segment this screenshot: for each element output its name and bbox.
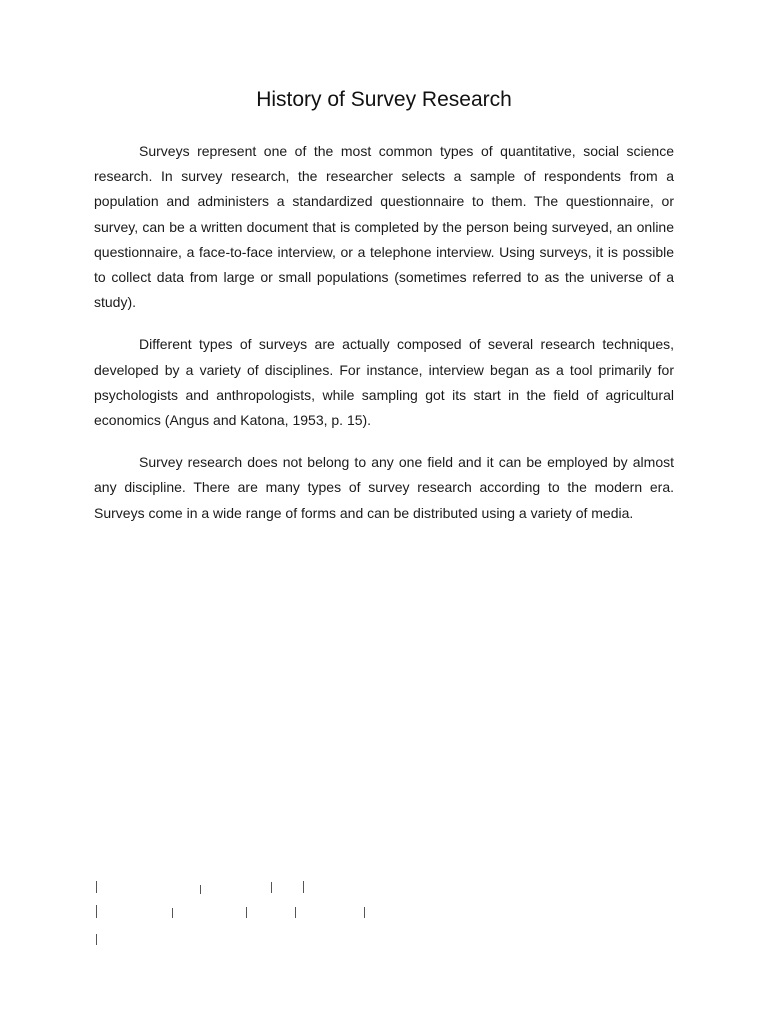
document-body: [94, 139, 674, 543]
paragraph-3: Survey research does not belong to any one field and it can be employed by almost any discipline. There are many types of survey research according to the modern era. Surveys come in a wide range of forms and can be distributed using a variety of media.: [94, 454, 674, 521]
border-tick: [200, 885, 201, 894]
document-title: History of Survey Research: [256, 88, 512, 111]
border-tick: [303, 881, 304, 893]
border-tick: [295, 907, 296, 918]
paragraph-2: Different types of surveys are actually composed of several research techniques, developed by a variety of disciplines. For instance, interview began as a tool primarily for psychologists and anthropologists, while sampling got its start in the field of agricultural economics (Angus and Katona, 1953, p. 15).: [94, 336, 674, 429]
border-tick: [364, 907, 365, 918]
border-tick: [246, 907, 247, 918]
border-tick: [96, 881, 97, 893]
border-tick: [271, 882, 272, 893]
border-tick: [96, 934, 97, 945]
border-tick: [96, 905, 97, 918]
border-tick: [172, 908, 173, 918]
paragraph-1: Surveys represent one of the most common types of quantitative, social science research. In survey research, the researcher selects a sample of respondents from a population and administers a standardized questionnaire to them. The questionnaire, or survey, can be a written document that is completed by the person being surveyed, an online questionnaire, a face-to-face interview, or a telephone interview. Using surveys, it is possible to collect data from large or small populations (sometimes referred to as the universe of a study).: [94, 143, 674, 311]
